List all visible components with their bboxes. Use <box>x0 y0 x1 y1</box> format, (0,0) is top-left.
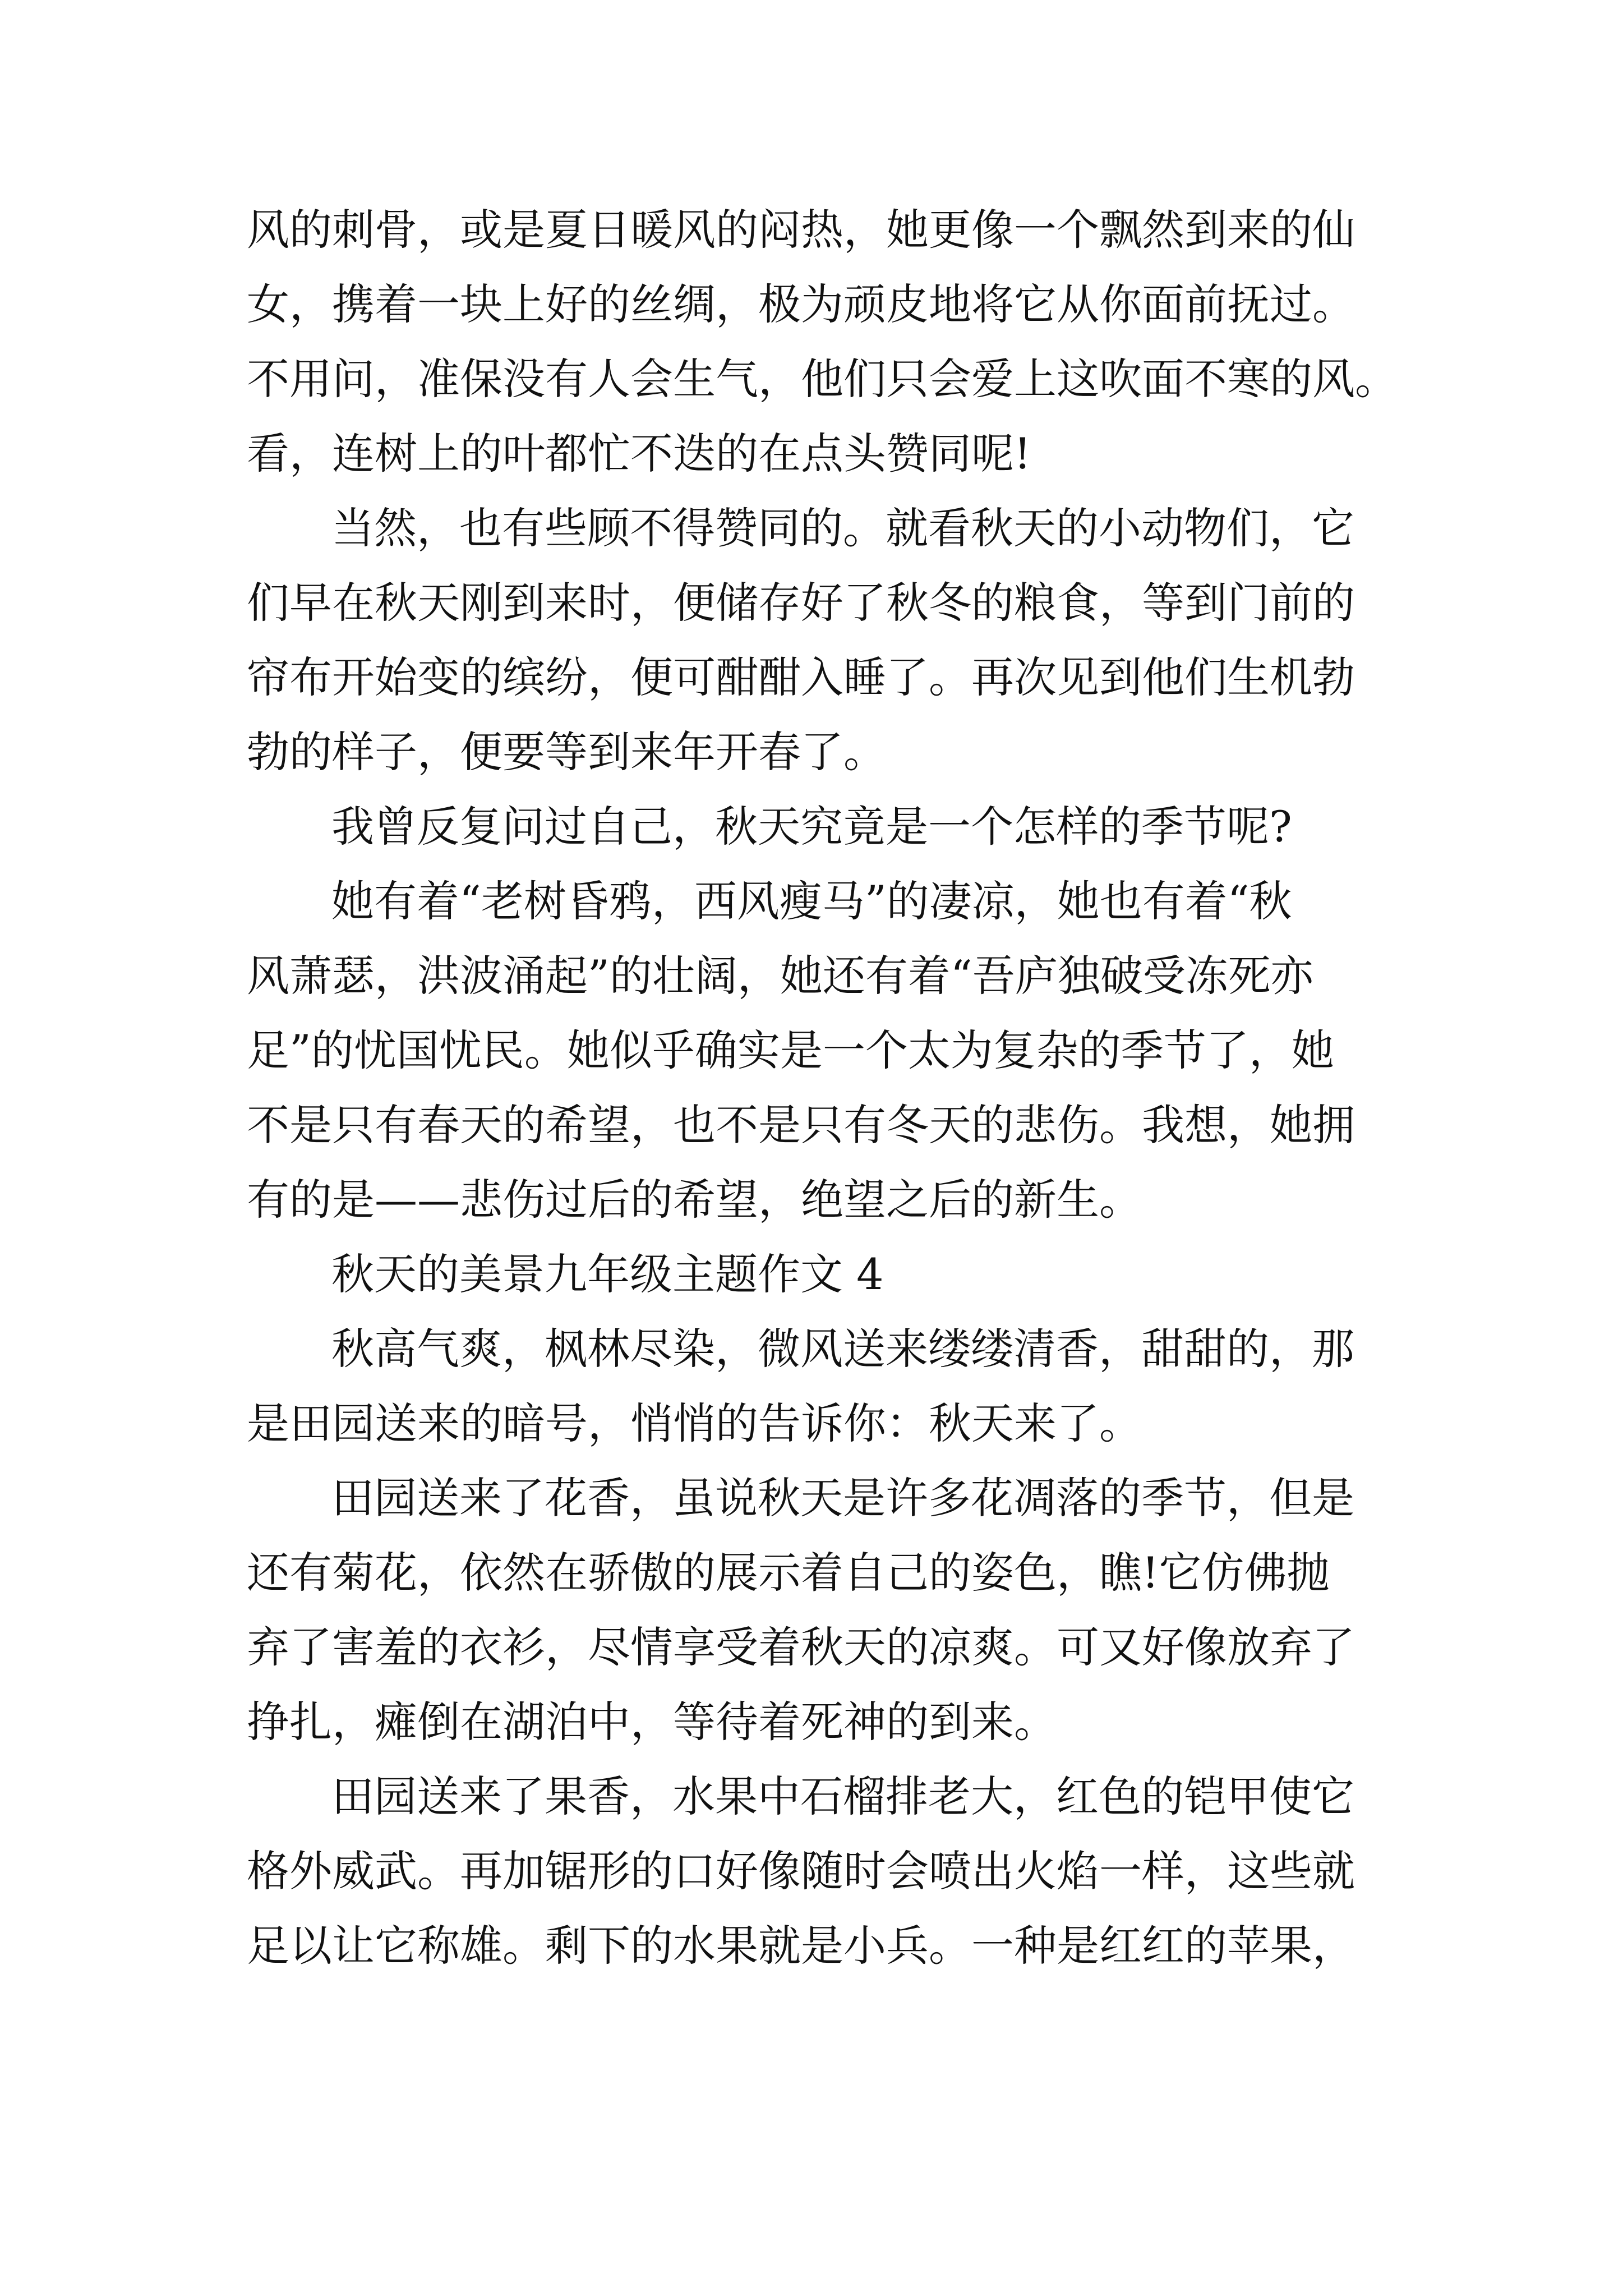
text-line: 弃了害羞的衣衫，尽情享受着秋天的凉爽。可又好像放弃了 <box>247 1622 1355 1672</box>
text-line: 我曾反复问过自己，秋天究竟是一个怎样的季节呢? <box>331 802 1292 852</box>
text-line: 有的是——悲伤过后的希望，绝望之后的新生。 <box>247 1175 1142 1225</box>
text-line: 帘布开始变的缤纷，便可酣酣入睡了。再次见到他们生机勃 <box>247 652 1355 702</box>
text-line: 足以让它称雄。剩下的水果就是小兵。一种是红红的苹果， <box>247 1921 1355 1971</box>
text-line: 田园送来了果香，水果中石榴排老大，红色的铠甲使它 <box>331 1772 1354 1821</box>
text-line: 不用问，准保没有人会生气，他们只会爱上这吹面不寒的风。 <box>247 354 1398 404</box>
text-line: 当然，也有些顾不得赞同的。就看秋天的小动物们，它 <box>331 503 1354 553</box>
text-line: 足”的忧国忧民。她似乎确实是一个太为复杂的季节了，她 <box>247 1025 1334 1075</box>
text-line: 她有着“老树昏鸦，西风瘦马”的凄凉，她也有着“秋 <box>331 876 1292 926</box>
text-line: 不是只有春天的希望，也不是只有冬天的悲伤。我想，她拥 <box>247 1100 1355 1150</box>
text-line: 们早在秋天刚到来时，便储存好了秋冬的粮食，等到门前的 <box>247 578 1355 628</box>
text-line: 勃的样子，便要等到来年开春了。 <box>247 727 886 777</box>
text-line: 风萧瑟，洪波涌起”的壮阔，她还有着“吾庐独破受冻死亦 <box>247 951 1313 1001</box>
text-line: 秋高气爽，枫林尽染，微风送来缕缕清香，甜甜的，那 <box>331 1324 1354 1374</box>
text-line: 还有菊花，依然在骄傲的展示着自己的姿色，瞧!它仿佛抛 <box>247 1548 1330 1598</box>
text-line: 风的刺骨，或是夏日暖风的闷热，她更像一个飘然到来的仙 <box>247 205 1355 255</box>
text-line: 挣扎，瘫倒在湖泊中，等待着死神的到来。 <box>247 1697 1057 1747</box>
text-line: 是田园送来的暗号，悄悄的告诉你：秋天来了。 <box>247 1398 1142 1448</box>
text-line: 格外威武。再加锯形的口好像随时会喷出火焰一样，这些就 <box>247 1846 1355 1896</box>
text-line: 看，连树上的叶都忙不迭的在点头赞同呢! <box>247 429 1031 478</box>
text-line: 女，携着一块上好的丝绸，极为顽皮地将它从你面前抚过。 <box>247 279 1355 329</box>
text-line: 田园送来了花香，虽说秋天是许多花凋落的季节，但是 <box>331 1473 1354 1523</box>
section-heading: 秋天的美景九年级主题作文 4 <box>331 1249 884 1299</box>
